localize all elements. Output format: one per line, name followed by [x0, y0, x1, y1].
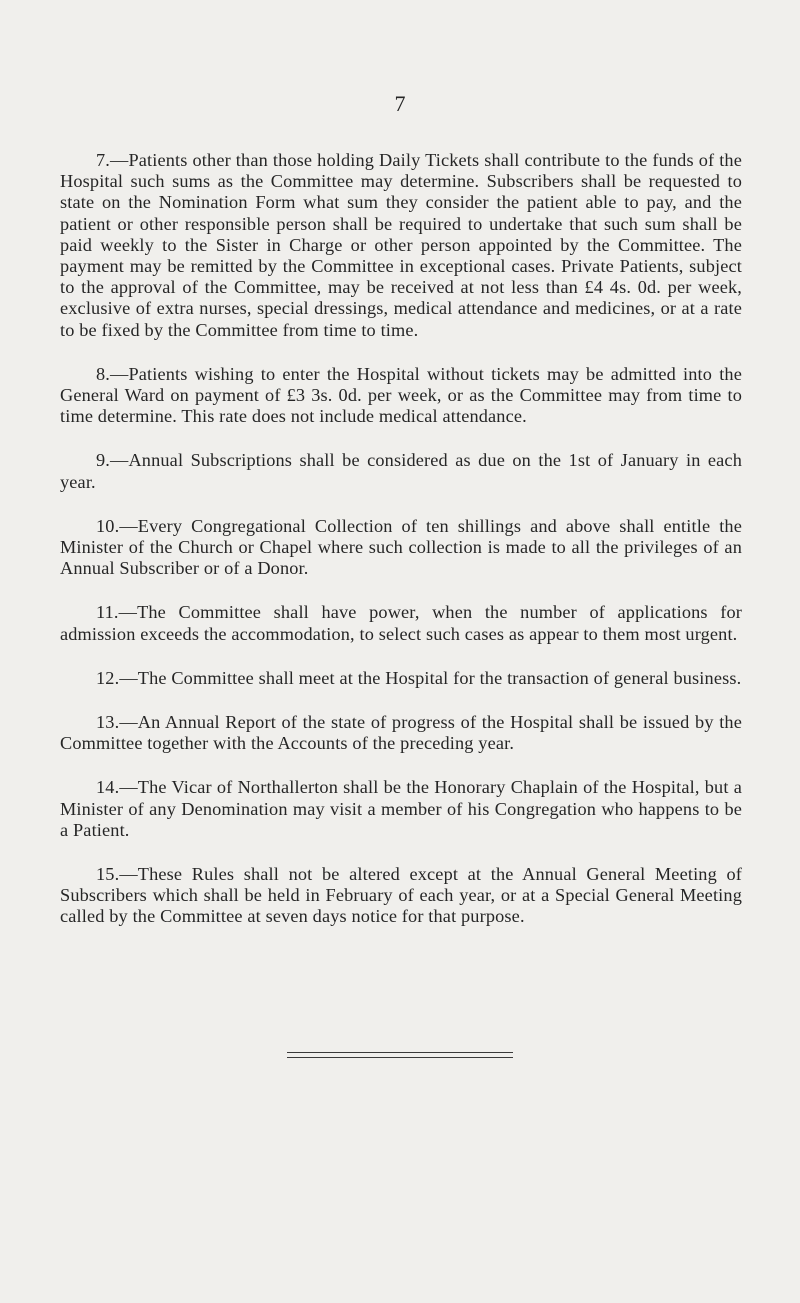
rule-number: 13.	[96, 712, 120, 733]
rule-text: The Committee shall meet at the Hospital for the transaction of general business.	[137, 667, 742, 688]
rule-10	[60, 516, 742, 580]
rule-dash: —	[119, 515, 138, 536]
rule-number: 15.	[96, 864, 120, 885]
rule-number: 11.	[96, 602, 119, 623]
rule-dash: —	[119, 777, 138, 798]
rules-list	[60, 150, 742, 951]
rule-text: Patients wishing to enter the Hospital without tickets may be admitted into the General Ward on payment of £3 3s. 0d. per week, or as the Committee may from time to time determine. This rate does not include medical attendance.	[60, 363, 742, 427]
rule-text: The Committee shall have power, when the number of applications for admission exceeds the accommodation, to select such cases as appear to them most urgent.	[60, 602, 742, 644]
rule-15	[60, 864, 742, 928]
rule-14	[60, 777, 742, 841]
rule-dash: —	[119, 712, 138, 733]
end-divider-bottom	[287, 1057, 513, 1058]
rule-dash: —	[110, 450, 129, 471]
rule-number: 12.	[96, 667, 120, 688]
rule-dash: —	[119, 667, 138, 688]
rule-dash: —	[110, 363, 129, 384]
rule-11	[60, 602, 742, 644]
rule-number: 14.	[96, 777, 120, 798]
rule-text: An Annual Report of the state of progress of the Hospital shall be issued by the Committee together with the Accounts of the preceding year.	[60, 712, 742, 754]
rule-number: 7.	[96, 150, 111, 170]
rule-number: 9.	[96, 450, 111, 471]
rule-text: Annual Subscriptions shall be considered as due on the 1st of January in each year.	[60, 450, 742, 492]
rule-dash: —	[119, 864, 138, 885]
rule-text: Patients other than those holding Daily Tickets shall contribute to the funds of the Hospital such sums as the Committee may determine. Subscribers shall be requested to state on the Nomination Form what sum they consider the patient able to pay, and the patient or other responsible person shall be required to undertake that such sum shall be paid weekly to the Sister in Charge or other person appointed by the Committee. The payment may be remitted by the Committee in exceptional cases. Private Patients, subject to the approval of the Committee, may be received at not less than £4 4s. 0d. per week, exclusive of extra nurses, special dressings, medical attendance and medicines, or at a rate to be fixed by the Committee from time to time.	[60, 150, 742, 340]
rule-number: 8.	[96, 363, 111, 384]
rule-13	[60, 712, 742, 754]
rule-dash: —	[118, 602, 138, 623]
rule-12	[60, 668, 742, 689]
rule-9	[60, 450, 742, 492]
rule-8	[60, 364, 742, 428]
page-number: 7	[394, 91, 406, 116]
rule-text: These Rules shall not be altered except at the Annual General Meeting of Subscribers which shall be held in February of each year, or at a Special General Meeting called by the Committee at seven days notice for that purpose.	[60, 864, 742, 927]
end-divider-top	[287, 1052, 513, 1053]
rule-text: The Vicar of Northallerton shall be the Honorary Chaplain of the Hospital, but a Minister of any Denomination may visit a member of his Congregation who happens to be a Patient.	[60, 777, 742, 840]
rule-dash: —	[110, 150, 129, 170]
rule-7	[60, 150, 742, 341]
rule-text: Every Congregational Collection of ten shillings and above shall entitle the Minister of the Church or Chapel where such collection is made to all the privileges of an Annual Subscriber or of a Donor.	[60, 515, 742, 579]
rule-number: 10.	[96, 515, 120, 536]
